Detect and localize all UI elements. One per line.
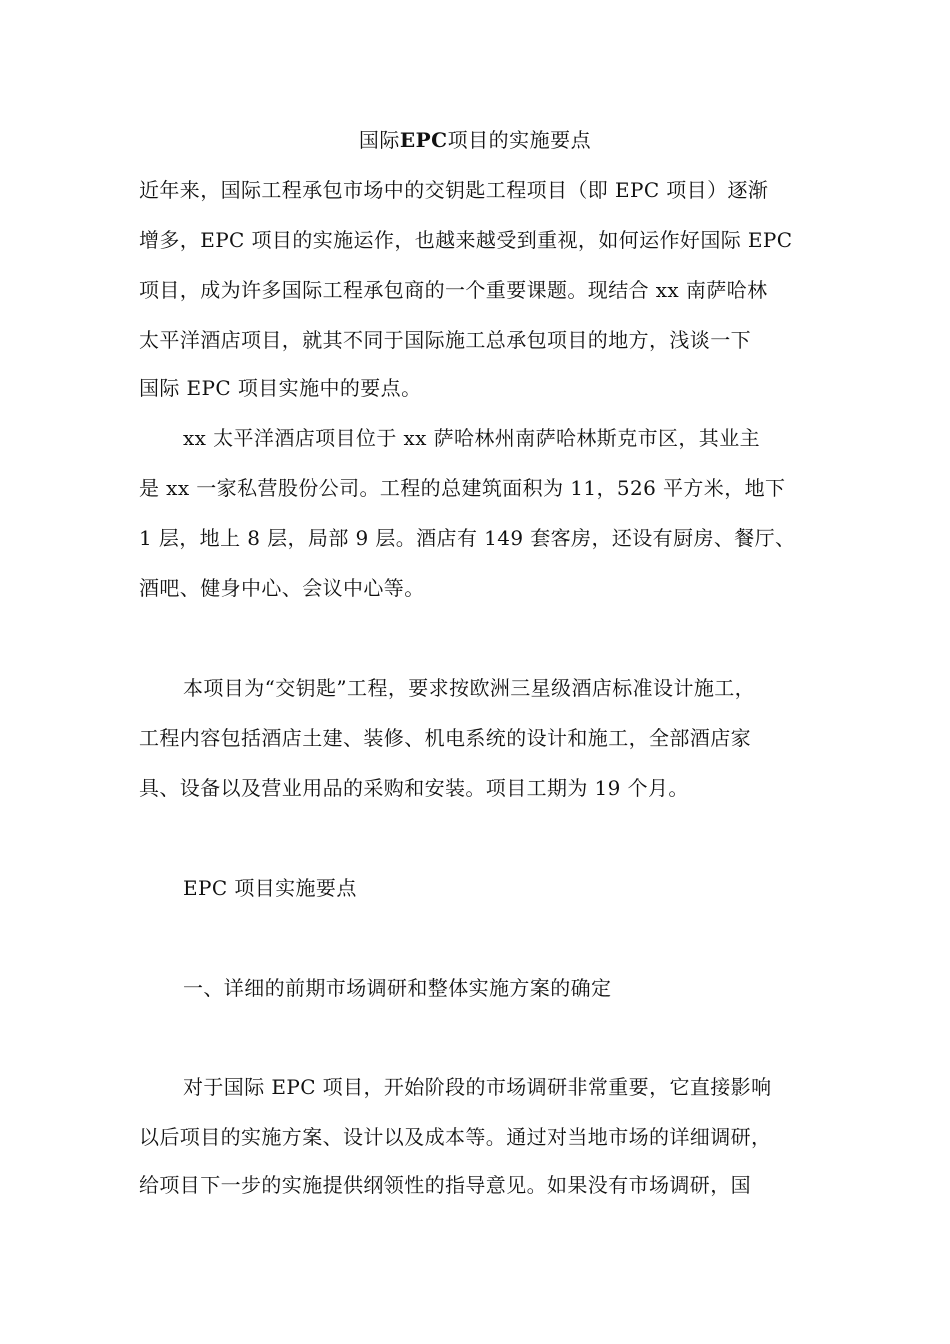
paragraph-line: 增多，EPC 项目的实施运作，也越来越受到重视，如何运作好国际 EPC — [139, 228, 793, 252]
paragraph-line: 对于国际 EPC 项目，开始阶段的市场调研非常重要，它直接影响 — [183, 1075, 772, 1099]
title-suffix: 项目的实施要点 — [447, 128, 592, 152]
paragraph-line: 具、设备以及营业用品的采购和安装。项目工期为 19 个月。 — [139, 776, 689, 800]
paragraph-line: 工程内容包括酒店土建、装修、机电系统的设计和施工，全部酒店家 — [139, 726, 751, 750]
paragraph-line: 是 xx 一家私营股份公司。工程的总建筑面积为 11，526 平方米，地下 — [139, 476, 786, 500]
title-bold: EPC — [399, 128, 448, 152]
paragraph-line: 近年来，国际工程承包市场中的交钥匙工程项目（即 EPC 项目）逐渐 — [139, 178, 769, 202]
section-heading: EPC 项目实施要点 — [183, 876, 357, 900]
paragraph-line: 国际 EPC 项目实施中的要点。 — [139, 376, 422, 400]
title-prefix: 国际 — [358, 128, 400, 152]
paragraph-line: 项目，成为许多国际工程承包商的一个重要课题。现结合 xx 南萨哈林 — [139, 278, 768, 302]
paragraph-line: 1 层，地上 8 层，局部 9 层。酒店有 149 套客房，还设有厨房、餐厅、 — [139, 526, 796, 550]
paragraph-line: 以后项目的实施方案、设计以及成本等。通过对当地市场的详细调研， — [139, 1125, 772, 1149]
paragraph-line: xx 太平洋酒店项目位于 xx 萨哈林州南萨哈林斯克市区，其业主 — [183, 426, 760, 450]
paragraph-line: 给项目下一步的实施提供纲领性的指导意见。如果没有市场调研，国 — [139, 1173, 751, 1197]
paragraph-line: 酒吧、健身中心、会议中心等。 — [139, 576, 425, 600]
document-title — [0, 126, 950, 154]
paragraph-line: 本项目为“交钥匙”工程，要求按欧洲三星级酒店标准设计施工， — [183, 676, 756, 700]
subsection-heading: 一、详细的前期市场调研和整体实施方案的确定 — [183, 976, 612, 1000]
paragraph-line: 太平洋酒店项目，就其不同于国际施工总承包项目的地方，浅谈一下 — [139, 328, 751, 352]
